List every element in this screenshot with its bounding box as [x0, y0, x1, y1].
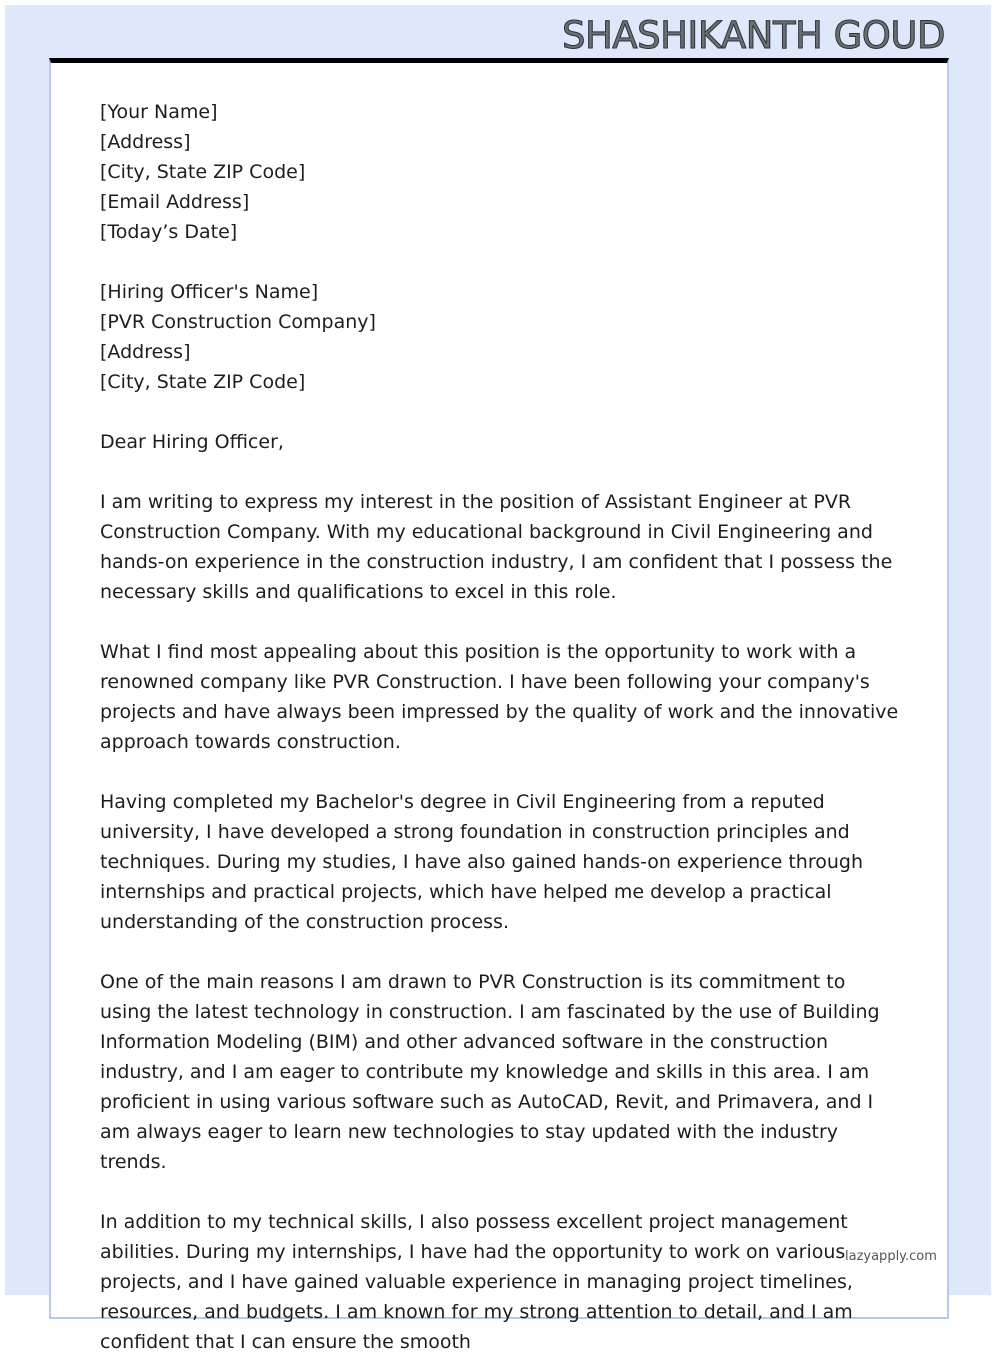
sender-name: [Your Name]: [100, 101, 218, 123]
paragraph-intro: I am writing to express my interest in the position of Assistant Engineer at PVR Construction Company. With my educational background in Civil Engineering and hands-on experience in the construction industry, I am confident that I possess the necessary skills and qualifications to excel in this role.: [100, 491, 893, 603]
watermark-text: lazyapply.com: [845, 1249, 937, 1264]
cover-letter-body: [100, 97, 900, 1357]
salutation: Dear Hiring Officer,: [100, 431, 284, 453]
paragraph-appeal: What I find most appealing about this position is the opportunity to work with a renowned company like PVR Construction. I have been following your company's projects and have always been impressed by the quality of work and the innovative approach towards construction.: [100, 641, 899, 753]
sender-date: [Today’s Date]: [100, 221, 238, 243]
recipient-block: [100, 277, 900, 397]
paragraph-education: Having completed my Bachelor's degree in Civil Engineering from a reputed university, I have developed a strong foundation in construction principles and techniques. During my studies, I have also gained hands-on experience through internships and practical projects, which have helped me develop a practical understanding of the construction process.: [100, 791, 864, 933]
sender-block: [100, 97, 900, 247]
paragraph-management: In addition to my technical skills, I also possess excellent project management abilities. During my internships, I have had the opportunity to work on various projects, and I have gained valuable experience in managing project timelines, resources, and budgets. I am known for my strong attention to detail, and I am confident that I can ensure the smooth: [100, 1211, 853, 1353]
page-frame: [5, 5, 991, 1353]
recipient-city: [City, State ZIP Code]: [100, 371, 306, 393]
recipient-name: [Hiring Officer's Name]: [100, 281, 319, 303]
sender-email: [Email Address]: [100, 191, 250, 213]
recipient-address: [Address]: [100, 341, 191, 363]
sender-address: [Address]: [100, 131, 191, 153]
paragraph-technology: One of the main reasons I am drawn to PVR Construction is its commitment to using the latest technology in construction. I am fascinated by the use of Building Information Modeling (BIM) and other advanced software in the construction industry, and I am eager to contribute my knowledge and skills in this area. I am proficient in using various software such as AutoCAD, Revit, and Primavera, and I am always eager to learn new technologies to stay updated with the industry trends.: [100, 971, 880, 1173]
sender-city: [City, State ZIP Code]: [100, 161, 306, 183]
header-name: SHASHIKANTH GOUD: [562, 14, 945, 57]
recipient-company: [PVR Construction Company]: [100, 311, 376, 333]
